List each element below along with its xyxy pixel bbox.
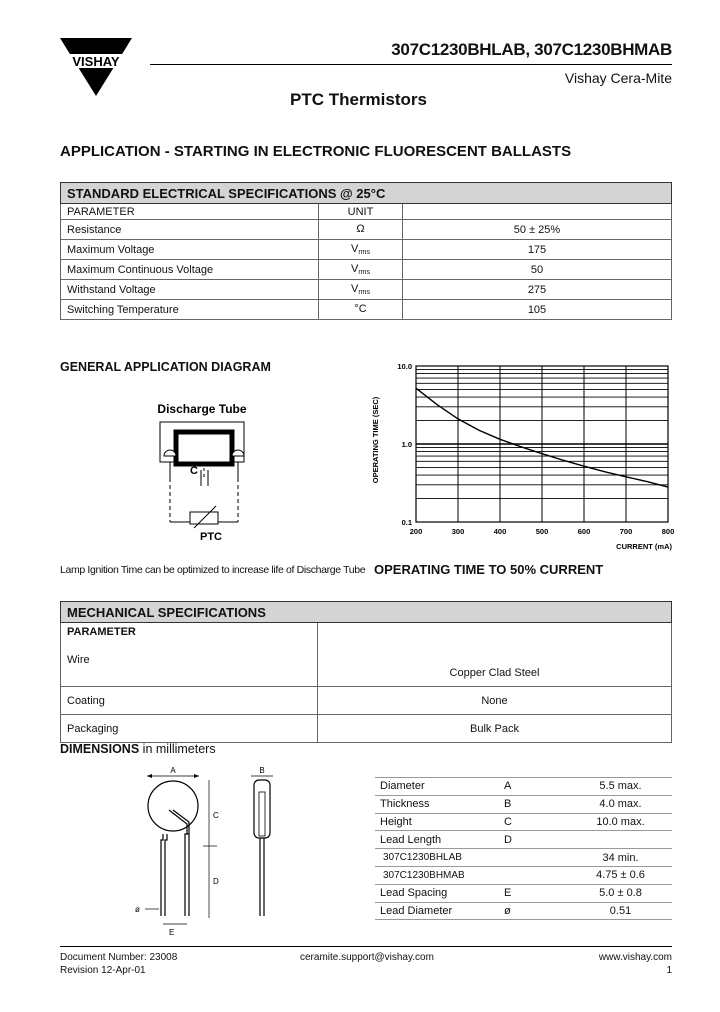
diagram-caption: Lamp Ignition Time can be optimized to increase life of Discharge Tube (60, 564, 366, 576)
dim-value: 10.0 max. (569, 813, 672, 831)
chart-x-tick-label: 600 (577, 527, 591, 536)
dim-value: 5.5 max. (569, 778, 672, 796)
application-circuit-diagram (150, 398, 260, 548)
dim-name: Diameter (375, 778, 499, 796)
electrical-spec-table (60, 182, 672, 320)
vishay-logo (60, 34, 132, 98)
param-cell: Maximum Voltage (61, 240, 319, 260)
chart-x-tick-label: 800 (661, 527, 675, 536)
col-parameter: PARAMETER (61, 204, 319, 220)
dim-label-e: E (169, 928, 175, 937)
param-cell: Withstand Voltage (61, 280, 319, 300)
thermistor-disc (148, 781, 198, 831)
dim-label-b: B (259, 766, 265, 775)
value-cell: 275 (403, 280, 672, 300)
website-link[interactable]: www.vishay.com (598, 952, 672, 963)
application-title: APPLICATION - STARTING IN ELECTRONIC FLUORESCENT BALLASTS (60, 143, 572, 160)
dim-name: Height (375, 813, 499, 831)
table-row (375, 795, 672, 813)
dim-label-d: D (213, 877, 219, 886)
chart-x-tick-label: 500 (535, 527, 549, 536)
mech-col-parameter: PARAMETER (67, 626, 136, 638)
dim-value: 4.0 max. (569, 795, 672, 813)
value-cell: 105 (403, 300, 672, 320)
table-row (375, 778, 672, 796)
dimension-drawing (125, 762, 295, 940)
dim-label-c: C (213, 811, 219, 820)
document-number: Document Number: 23008 (60, 952, 178, 963)
mechanical-table-title: MECHANICAL SPECIFICATIONS (61, 602, 672, 623)
unit-cell: $V_{rms}$ (319, 240, 403, 260)
table-row (375, 813, 672, 831)
table-row (375, 902, 672, 920)
param-cell: Resistance (61, 220, 319, 240)
chart-xlabel: CURRENT (mA) (616, 542, 672, 551)
col-unit: UNIT (319, 204, 403, 220)
param-cell: Maximum Continuous Voltage (61, 260, 319, 280)
mech-param-wire: Wire (67, 654, 90, 666)
operating-time-chart (370, 360, 676, 555)
header-rule (150, 64, 672, 65)
param-cell: Switching Temperature (61, 300, 319, 320)
revision: Revision 12-Apr-01 (60, 965, 146, 976)
capacitor-label: C (190, 465, 198, 477)
mech-value-wire: Copper Clad Steel (318, 623, 672, 687)
dim-name: 307C1230BHLAB (375, 849, 499, 867)
table-row (375, 884, 672, 902)
mechanical-spec-table (60, 601, 672, 743)
dim-name: Thickness (375, 795, 499, 813)
support-email-link[interactable]: ceramite.support@vishay.com (300, 952, 434, 963)
dim-symbol (499, 866, 569, 884)
chart-title: OPERATING TIME TO 50% CURRENT (374, 562, 604, 577)
diagram-title: GENERAL APPLICATION DIAGRAM (60, 360, 271, 374)
col-value (403, 204, 672, 220)
dim-symbol (499, 849, 569, 867)
dimensions-units: in millimeters (142, 742, 216, 756)
dim-symbol: ø (499, 902, 569, 920)
series-name: Vishay Cera-Mite (564, 70, 672, 86)
dim-value: 0.51 (569, 902, 672, 920)
table-row (375, 831, 672, 849)
unit-cell: $V_{rms}$ (319, 260, 403, 280)
chart-y-tick-label: 10.0 (397, 362, 412, 371)
dim-label-a: A (170, 766, 176, 775)
value-cell: 50 ± 25% (403, 220, 672, 240)
chart-y-tick-label: 1.0 (401, 440, 412, 449)
dimensions-title: DIMENSIONS (60, 742, 140, 756)
dim-name: 307C1230BHMAB (375, 866, 499, 884)
mech-param-cell (61, 623, 318, 687)
unit-cell: Ω (319, 220, 403, 240)
page-number: 1 (666, 965, 672, 976)
table-row (61, 280, 672, 300)
dim-value: 5.0 ± 0.8 (569, 884, 672, 902)
value-cell: 50 (403, 260, 672, 280)
value-cell: None (318, 687, 672, 715)
chart-y-tick-label: 0.1 (401, 518, 412, 527)
footer-rule (60, 946, 672, 947)
dim-value (569, 831, 672, 849)
dim-name: Lead Spacing (375, 884, 499, 902)
logo-text: VISHAY (72, 54, 120, 69)
discharge-tube (176, 432, 232, 464)
value-cell: 175 (403, 240, 672, 260)
dimensions-table (375, 777, 672, 920)
unit-cell: °C (319, 300, 403, 320)
chart-x-tick-label: 300 (451, 527, 465, 536)
unit-cell: $V_{rms}$ (319, 280, 403, 300)
dim-symbol: B (499, 795, 569, 813)
part-numbers: 307C1230BHLAB, 307C1230BHMAB (391, 40, 672, 59)
table-row (375, 849, 672, 867)
table-row (61, 260, 672, 280)
dim-symbol: D (499, 831, 569, 849)
table-row (61, 687, 672, 715)
chart-x-tick-label: 200 (409, 527, 423, 536)
chart-x-tick-label: 700 (619, 527, 633, 536)
dim-name: Lead Length (375, 831, 499, 849)
discharge-tube-label: Discharge Tube (157, 402, 247, 416)
param-cell: Packaging (61, 715, 318, 743)
product-title: PTC Thermistors (290, 90, 427, 109)
dim-name: Lead Diameter (375, 902, 499, 920)
electrical-table-title: STANDARD ELECTRICAL SPECIFICATIONS @ 25°C (61, 183, 672, 204)
table-row (61, 715, 672, 743)
dimensions-heading (60, 742, 216, 756)
table-row (61, 240, 672, 260)
table-row (375, 866, 672, 884)
dim-symbol: A (499, 778, 569, 796)
table-row (61, 300, 672, 320)
dim-value: 34 min. (569, 849, 672, 867)
chart-ylabel: OPERATING TIME (SEC) (371, 396, 380, 484)
ptc-label: PTC (200, 531, 222, 543)
dim-label-phi: ø (135, 905, 140, 914)
dim-symbol: C (499, 813, 569, 831)
table-row (61, 220, 672, 240)
value-cell: Bulk Pack (318, 715, 672, 743)
dim-value: 4.75 ± 0.6 (569, 866, 672, 884)
chart-x-tick-label: 400 (493, 527, 507, 536)
param-cell: Coating (61, 687, 318, 715)
dim-symbol: E (499, 884, 569, 902)
